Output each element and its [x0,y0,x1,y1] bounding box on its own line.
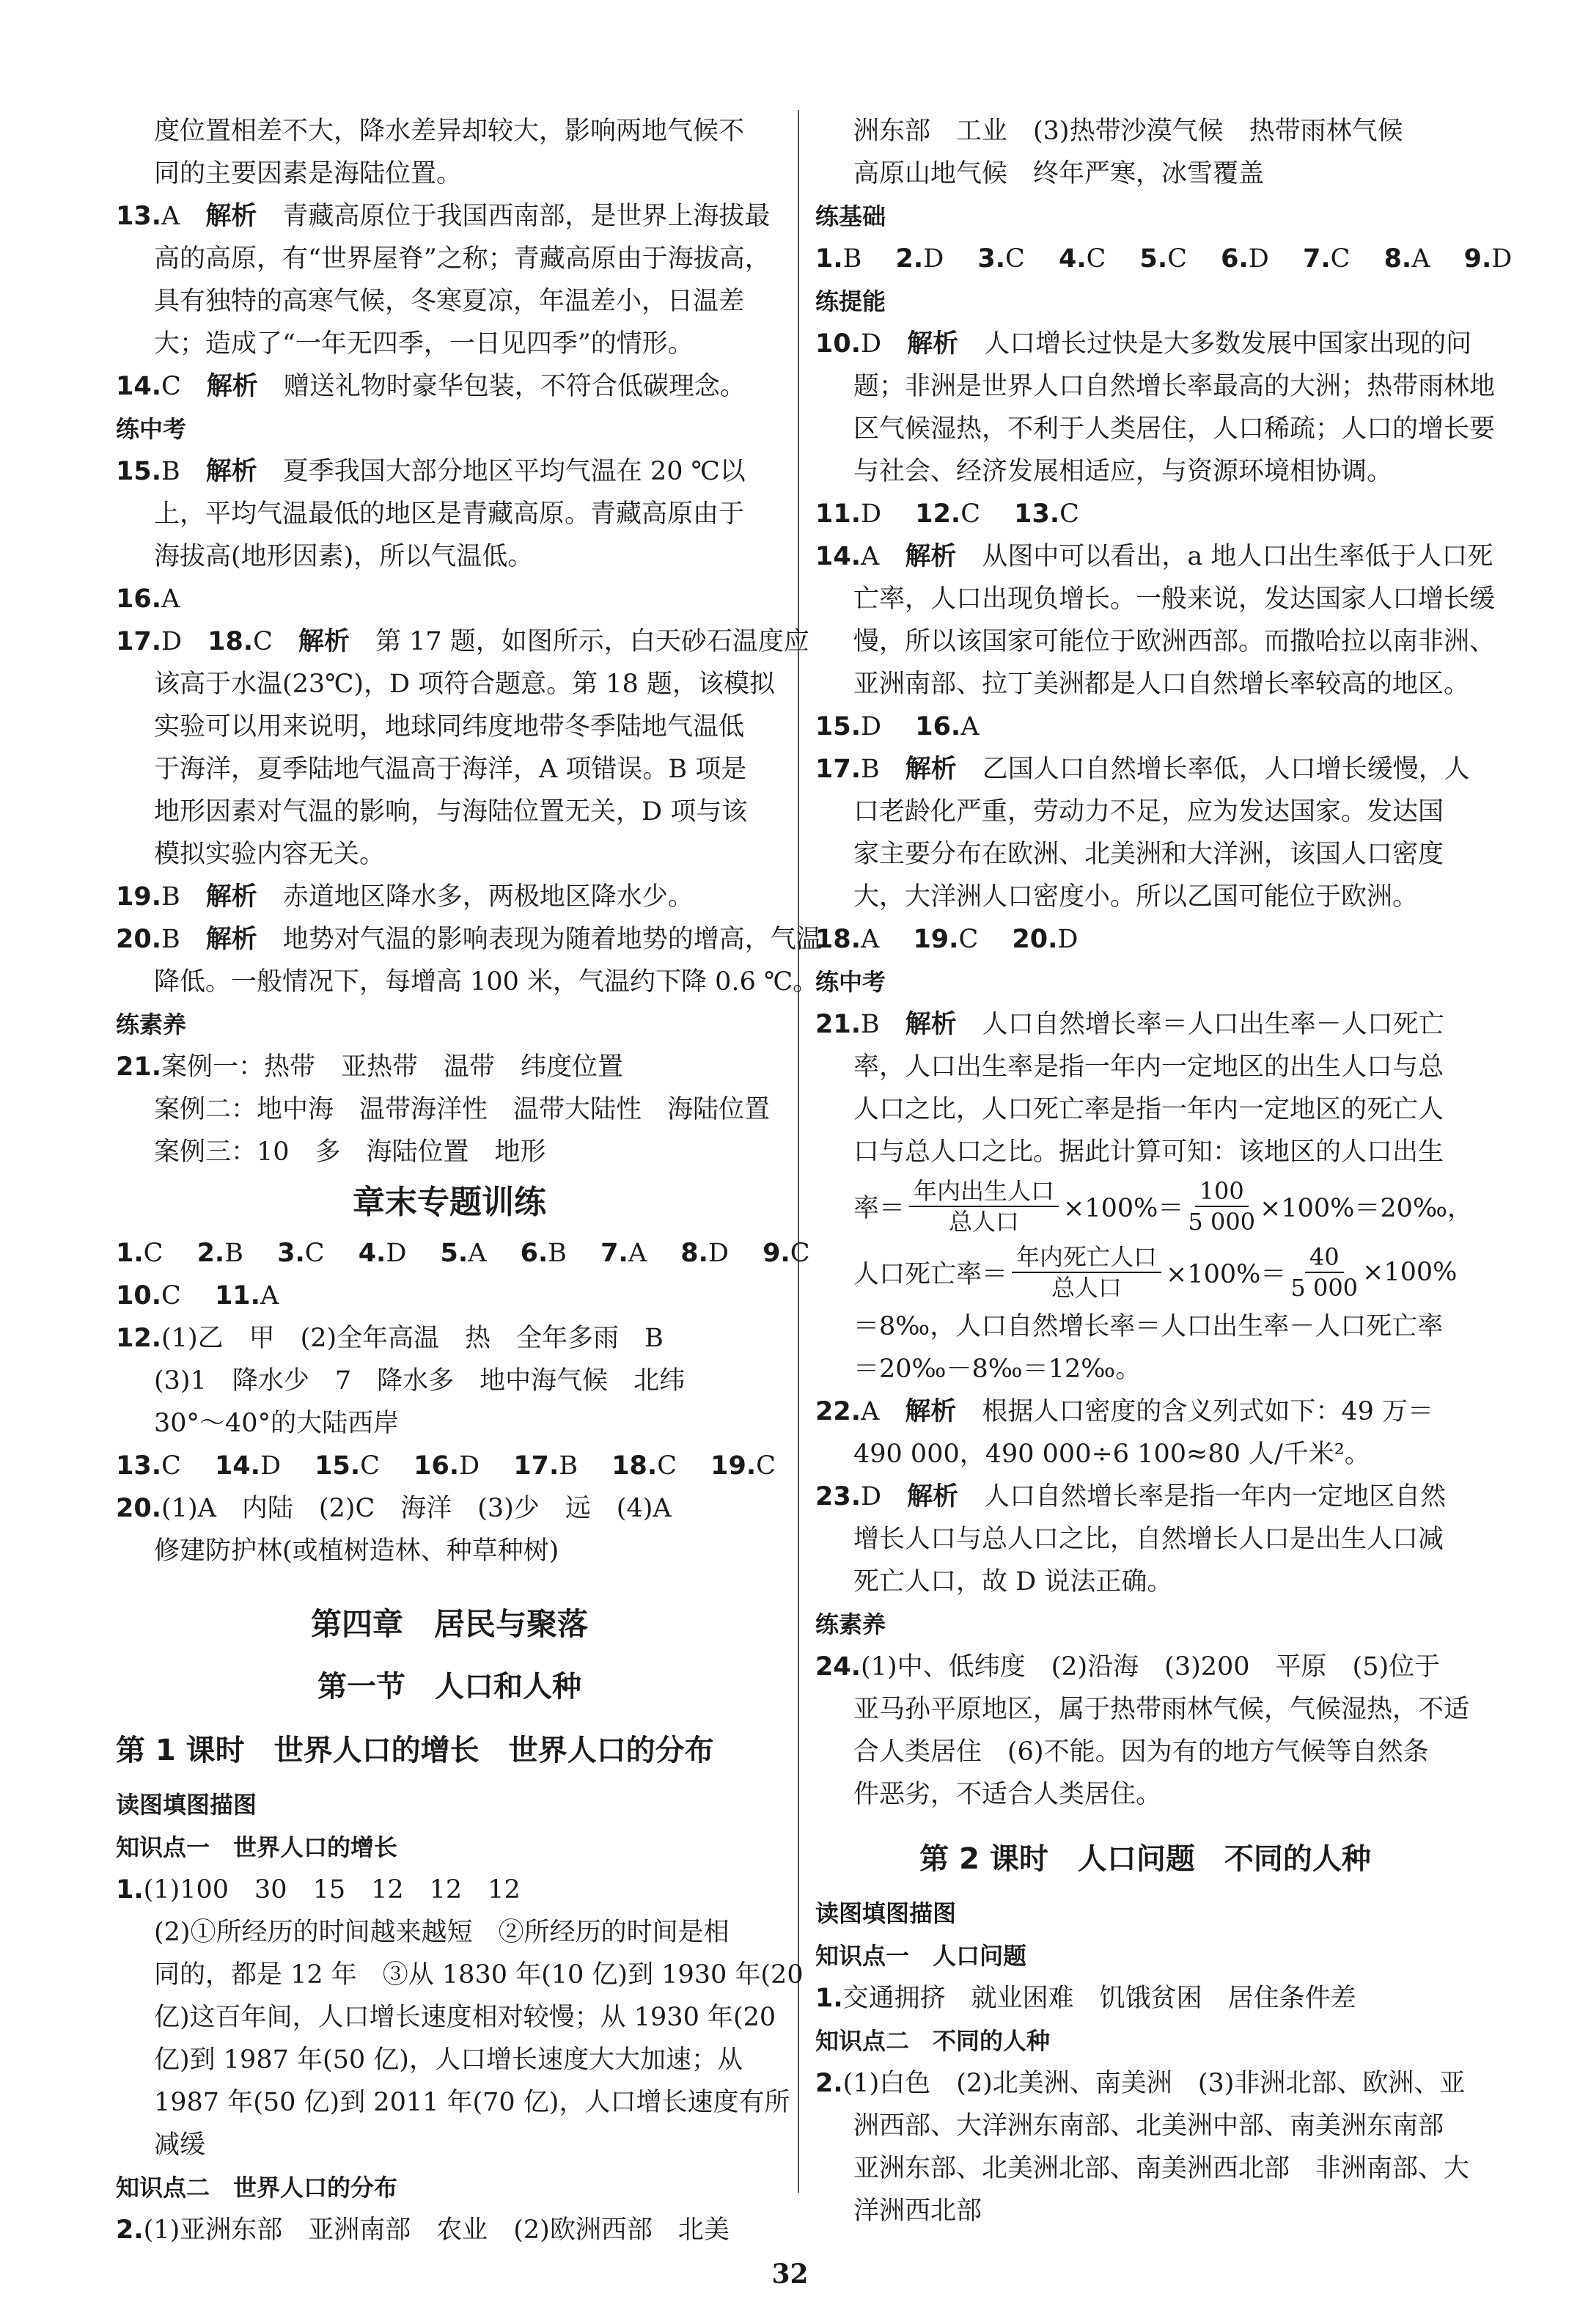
text-line: 洲东部 工业 (3)热带沙漠气候 热带雨林气候 [853,117,1403,146]
text-line: 口老龄化严重，劳动力不足，应为发达国家。发达国 [853,797,1444,826]
answer-13 [116,195,783,238]
text-span: 6. [1221,244,1249,274]
text-span: (1)中、低纬度 (2)沿海 (3)200 平原 (5)位于 [861,1652,1441,1682]
text-span: (1)亚洲东部 亚洲南部 农业 (2)欧洲西部 北美 [143,2215,730,2245]
subsection-heading: 读图填图描图 [116,1791,257,1819]
knowledge-answer-2 [815,2062,1475,2105]
answer-21 [815,1003,1475,1046]
fraction [1188,1176,1255,1236]
text-span: A [468,1239,487,1268]
text-span: 7. [1302,244,1331,274]
text-span: 16. [414,1451,460,1481]
text-line: 具有独特的高寒气候，冬寒夏凉，年温差小，日温差 [154,287,745,316]
text-line: 亚马孙平原地区，属于热带雨林气候，气候湿热，不适 [853,1695,1470,1724]
answer-15 [116,450,783,493]
text-span: C [1005,244,1025,274]
text-span: D [861,712,882,741]
text-span: 解析 [907,1482,959,1511]
text-line: 亿)这百年间，人口增长速度相对较慢；从 1930 年(20 [154,2003,776,2032]
fraction [1290,1242,1358,1302]
text-span: 2. [116,2215,144,2245]
text-span: 20. [1012,925,1058,954]
answer-23 [815,1476,1475,1518]
text-span: 9. [1463,244,1492,274]
lesson-title: 第 2 课时 人口问题 不同的人种 [919,1842,1371,1876]
text-span: 17. [513,1451,559,1481]
answer-20 [116,918,822,961]
text-span: 10. [116,1281,162,1311]
text-span: 14. [815,542,861,571]
lesson-title: 第 1 课时 世界人口的增长 世界人口的分布 [116,1734,714,1767]
text-span: 5 000 [1290,1274,1359,1302]
text-span: 地势对气温的影响表现为随着地势的增高，气温 [282,925,822,954]
text-span: ×100% [1362,1258,1458,1287]
text-span: A [861,542,880,571]
text-span: C [1330,244,1351,274]
knowledge-answer-2 [116,2209,783,2251]
text-span: 18. [207,627,254,656]
text-span: B [224,1239,243,1268]
text-span: (1)白色 (2)北美洲、南美洲 (3)非洲北部、欧洲、亚 [842,2069,1466,2098]
answer-10 [815,323,1475,365]
text-span: 4. [1058,244,1087,274]
text-span: 13. [116,202,162,231]
text-span: ×100%＝ [1166,1260,1287,1289]
text-span: 22. [815,1397,861,1426]
text-span: D [1248,244,1269,274]
text-line: ＝20‰－8‰＝12‰。 [853,1355,1142,1384]
text-span: 年内出生人口 [909,1176,1059,1207]
text-span: 解析 [907,329,959,359]
text-span: 乙国人口自然增长率低，人口增长缓慢，人 [982,755,1470,784]
text-span: D [386,1239,407,1268]
text-span: 18. [815,925,861,954]
answer-14 [815,535,1493,578]
text-line: 该高于水温(23℃)，D 项符合题意。第 18 题，该模拟 [154,670,775,699]
text-span: 15. [315,1451,361,1481]
text-span: 5 000 [1188,1208,1256,1236]
text-line: 亡率，人口出现负增长。一般来说，发达国家人口增长缓 [853,584,1496,614]
text-span: 10. [815,329,861,359]
text-line: 案例二：地中海 温带海洋性 温带大陆性 海陆位置 [154,1095,771,1124]
answer-row-15-16 [815,705,1475,748]
answer-row-13-19 [116,1445,783,1487]
text-span: 人口自然增长率＝人口出生率－人口死亡 [982,1010,1444,1039]
text-line: 件恶劣，不适合人类居住。 [853,1780,1162,1809]
text-span: ×100%＝ [1063,1194,1184,1223]
text-span: C [161,1281,181,1311]
text-span: C [360,1451,380,1481]
text-span: 解析 [905,1010,957,1039]
text-span: 13. [116,1451,162,1481]
text-line: 地形因素对气温的影响，与海陆位置无关，D 项与该 [154,797,748,826]
text-span: 总人口 [1051,1274,1122,1302]
answer-row-10-11 [116,1275,783,1317]
answer-24 [815,1646,1475,1688]
text-span: 人口死亡率＝ [853,1260,1008,1289]
text-span: 16. [915,712,961,741]
text-span: 20. [116,925,162,954]
text-span: 21. [116,1052,162,1082]
text-span: C [143,1239,163,1268]
text-span: 19. [116,882,162,912]
text-line: 降低。一般情况下，每增高 100 米，气温约下降 0.6 ℃。 [154,967,819,997]
text-line: 30°～40°的大陆西岸 [154,1409,400,1438]
text-span: 12. [116,1324,162,1353]
text-span: 人口增长过快是大多数发展中国家出现的问 [984,329,1472,359]
text-span: 1. [815,244,843,274]
text-line: 率，人口出生率是指一年内一定地区的出生人口与总 [853,1052,1444,1082]
text-span: 解析 [205,882,257,912]
chapter-review-title: 章末专题训练 [353,1184,546,1221]
text-span: 23. [815,1482,861,1511]
text-line: 区气候湿热，不利于人类居住，人口稀疏；人口的增长要 [853,414,1496,444]
text-line: 大，大洋洲人口密度小。所以乙国可能位于欧洲。 [853,882,1419,912]
text-span: 13. [1014,499,1060,529]
text-span: D [923,244,944,274]
text-line: 增长人口与总人口之比，自然增长人口是出生人口减 [853,1525,1444,1554]
text-span: C [657,1451,677,1481]
column-divider [798,110,799,2193]
text-line: 上，平均气温最低的地区是青藏高原。青藏高原由于 [154,499,745,529]
text-span: B [161,882,180,912]
text-line: 高的高原，有“世界屋脊”之称；青藏高原由于海拔高， [154,244,771,274]
text-span: A [861,925,880,954]
answer-21 [116,1046,783,1088]
text-span: 24. [815,1652,861,1682]
text-span: 12. [915,499,961,529]
text-span: 根据人口密度的含义列式如下：49 万＝ [982,1397,1434,1426]
text-span: 2. [815,2069,843,2098]
text-line: 模拟实验内容无关。 [154,840,386,869]
text-line: (3)1 降水少 7 降水多 地中海气候 北纬 [154,1366,686,1396]
text-span: C [756,1451,776,1481]
knowledge-answer-1 [815,1977,1475,2020]
formula-death-rate [815,1239,1475,1305]
section-heading: 练基础 [815,202,886,230]
text-span: D [1057,925,1079,954]
text-span: C [1167,244,1187,274]
knowledge-point-heading: 知识点一 世界人口的增长 [116,1833,398,1861]
text-span: 1. [116,1875,144,1905]
text-span: C [1059,499,1079,529]
text-span: 11. [214,1281,260,1311]
text-line: 死亡人口，故 D 说法正确。 [853,1567,1173,1597]
text-span: B [559,1451,578,1481]
text-line: 案例三：10 多 海陆位置 地形 [154,1137,546,1167]
subsection-heading: 读图填图描图 [815,1899,957,1927]
text-span: 20. [116,1494,162,1523]
text-span: 解析 [205,925,257,954]
text-span: 19. [913,925,959,954]
text-span: 交通拥挤 就业困难 饥饿贫困 居住条件差 [842,1984,1356,2013]
text-span: D [861,1482,882,1511]
text-line: 洋洲西北部 [853,2196,982,2226]
formula-birth-rate [815,1173,1475,1239]
section-heading: 练中考 [815,968,886,996]
text-span: C [161,1451,181,1481]
text-span: A [260,1281,279,1311]
text-span: 19. [710,1451,757,1481]
text-span: D [861,499,882,529]
answer-17 [815,748,1475,791]
text-span: 1. [116,1239,144,1268]
answer-row-18-20 [815,918,1475,961]
answer-row-1-9 [116,1232,810,1275]
text-line: 减缓 [154,2130,206,2160]
text-span: 11. [815,499,861,529]
left-column [116,110,822,2251]
text-span: 5. [1139,244,1168,274]
text-line: 亿)到 1987 年(50 亿)，人口增长速度大大加速；从 [154,2045,743,2075]
text-span: B [861,1010,880,1039]
text-span: C [304,1239,325,1268]
text-line: 海拔高(地形因素)，所以气温低。 [154,542,534,571]
text-line: 口与总人口之比。据此计算可知：该地区的人口出生 [853,1137,1444,1167]
text-span: 赤道地区降水多，两极地区降水少。 [282,882,694,912]
text-span: 青藏高原位于我国西南部，是世界上海拔最 [282,202,771,231]
text-span: D [161,627,183,656]
text-span: A [1411,244,1430,274]
text-span: 解析 [205,202,257,231]
text-span: 14. [214,1451,260,1481]
knowledge-answer-1 [116,1869,783,1911]
text-line: 家主要分布在欧洲、北美洲和大洋洲，该国人口密度 [853,840,1444,869]
text-span: 赠送礼物时豪华包装，不符合低碳理念。 [283,372,746,401]
text-line: 490 000，490 000÷6 100≈80 人/千米²。 [853,1440,1370,1469]
text-line: (2)①所经历的时间越来越短 ②所经历的时间是相 [154,1918,730,1947]
text-span: 解析 [205,457,257,486]
text-span: C [161,372,181,401]
text-span: 16. [116,584,162,614]
knowledge-point-heading: 知识点一 人口问题 [815,1942,1027,1970]
right-column [815,110,1513,2232]
text-line: 与社会、经济发展相适应，与资源环境相协调。 [853,457,1393,486]
text-span: 3. [977,244,1006,274]
text-span: C [1086,244,1106,274]
answer-12 [116,1317,783,1360]
text-span: 4. [358,1239,386,1268]
text-span: 7. [600,1239,628,1268]
text-line: 同的主要因素是海陆位置。 [154,159,463,188]
text-span: 总人口 [949,1208,1020,1236]
answer-14 [116,365,783,408]
text-line: 亚洲南部、拉丁美洲都是人口自然增长率较高的地区。 [853,670,1470,699]
text-span: 2. [895,244,924,274]
section-heading: 练素养 [815,1610,886,1638]
section-heading: 练提能 [815,287,886,315]
page-number: 32 [771,2259,809,2290]
answer-16 [116,578,783,620]
text-line: 度位置相差不大，降水差异却较大，影响两地气候不 [154,117,745,146]
text-line: ＝8‰，人口自然增长率＝人口出生率－人口死亡率 [853,1312,1444,1341]
text-span: 3. [277,1239,305,1268]
text-span: 14. [116,372,162,401]
text-span: D [1491,244,1513,274]
text-line: 高原山地气候 终年严寒，冰雪覆盖 [853,159,1265,188]
text-span: 解析 [298,627,350,656]
section-heading: 练中考 [116,415,187,443]
text-span: 17. [116,627,162,656]
text-line: 慢，所以该国家可能位于欧洲西部。而撒哈拉以南非洲、 [853,627,1496,656]
fraction [909,1176,1059,1236]
text-span: (1)乙 甲 (2)全年高温 热 全年多雨 B [161,1324,664,1353]
text-span: 15. [815,712,861,741]
text-span: D [708,1239,729,1268]
text-span: 8. [680,1239,708,1268]
text-span: 18. [611,1451,658,1481]
section-title: 第一节 人口和人种 [317,1670,581,1704]
chapter-title: 第四章 居民与聚落 [310,1606,588,1642]
text-span: 率＝ [853,1194,905,1223]
text-span: 年内死亡人口 [1012,1242,1161,1273]
text-span: 5. [440,1239,469,1268]
text-span: 17. [815,755,861,784]
text-line: 人口之比，人口死亡率是指一年内一定地区的死亡人 [853,1095,1444,1124]
text-span: 1. [815,1984,843,2013]
text-span: B [842,244,862,274]
text-span: A [161,584,180,614]
text-span: C [960,499,981,529]
text-line: 亚洲东部、北美洲北部、南美洲西北部 非洲南部、大 [853,2154,1470,2183]
text-line: 合人类居住 (6)不能。因为有的地方气候等自然条 [853,1737,1429,1767]
text-span: B [548,1239,567,1268]
text-span: 解析 [905,1397,957,1426]
text-span: (1)A 内陆 (2)C 海洋 (3)少 远 (4)A [161,1494,672,1523]
text-span: 9. [763,1239,790,1268]
text-span: 第 17 题，如图所示，白天砂石温度应 [375,627,809,656]
text-line: 1987 年(50 亿)到 2011 年(70 亿)，人口增长速度有所 [154,2088,790,2117]
answer-19 [116,876,783,918]
text-span: 8. [1384,244,1412,274]
text-span: A [960,712,980,741]
text-span: 40 [1305,1242,1344,1273]
text-line: 大；造成了“一年无四季，一日见四季”的情形。 [154,329,694,359]
text-span: C [958,925,979,954]
text-span: 21. [815,1010,861,1039]
text-span: D [861,329,882,359]
answer-row-11-13 [815,493,1475,535]
text-span: B [861,755,880,784]
text-span: C [253,627,273,656]
text-span: 2. [196,1239,225,1268]
text-span: 15. [116,457,162,486]
text-span: D [459,1451,480,1481]
answer-17-18 [116,620,809,663]
text-line: 修建防护林(或植树造林、种草种树) [154,1536,559,1566]
text-span: 从图中可以看出，a 地人口出生率低于人口死 [982,542,1493,571]
text-span: 人口自然增长率是指一年内一定地区自然 [984,1482,1447,1511]
text-span: A [628,1239,647,1268]
text-span: A [861,1397,880,1426]
section-heading: 练素养 [116,1011,187,1038]
text-line: 于海洋，夏季陆地气温高于海洋，A 项错误。B 项是 [154,755,747,784]
text-span: 6. [520,1239,548,1268]
text-span: 案例一：热带 亚热带 温带 纬度位置 [161,1052,624,1082]
text-span: A [161,202,180,231]
text-line: 实验可以用来说明，地球同纬度地带冬季陆地气温低 [154,712,745,741]
text-line: 洲西部、大洋洲东南部、北美洲中部、南美洲东南部 [853,2111,1444,2141]
text-line: 同的，都是 12 年 ③从 1830 年(10 亿)到 1930 年(20 [154,1960,804,1990]
answer-22 [815,1390,1475,1433]
text-span: 100 [1195,1176,1249,1207]
answer-20b [116,1487,783,1530]
text-span: ×100%＝20‰， [1260,1194,1473,1223]
answer-row-1-9 [815,238,1513,280]
text-span: 夏季我国大部分地区平均气温在 20 ℃以 [282,457,746,486]
text-span: 解析 [206,372,258,401]
text-span: 解析 [905,542,957,571]
text-span: B [161,457,180,486]
knowledge-point-heading: 知识点二 世界人口的分布 [116,2174,398,2202]
knowledge-point-heading: 知识点二 不同的人种 [815,2027,1051,2055]
text-line: 题；非洲是世界人口自然增长率最高的大洲；热带雨林地 [853,372,1496,401]
text-span: D [260,1451,282,1481]
text-span: 解析 [905,755,957,784]
text-span: C [790,1239,810,1268]
text-span: B [161,925,180,954]
text-span: (1)100 30 15 12 12 12 [143,1875,521,1905]
fraction [1012,1242,1161,1302]
